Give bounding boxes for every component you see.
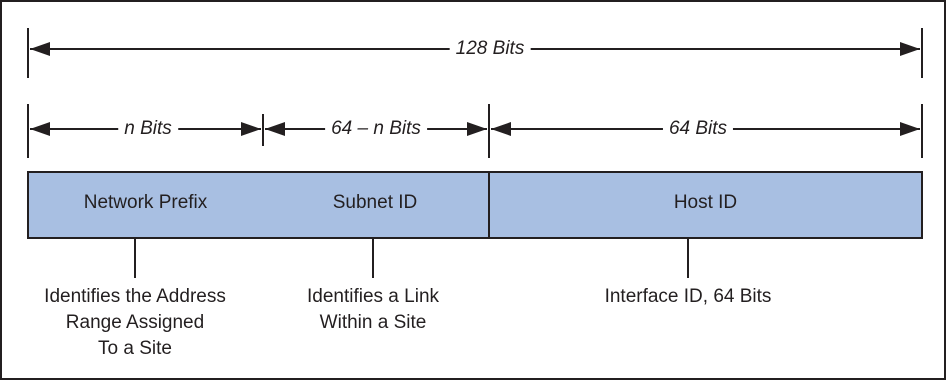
arrowhead-n-left	[30, 122, 50, 136]
description-line: Identifies a Link	[306, 286, 440, 307]
segment-network-prefix-label: Network Prefix	[83, 192, 208, 213]
segment-host-id-label: Host ID	[673, 192, 738, 213]
host-id-description	[605, 284, 772, 310]
total-bits-label: 128 Bits	[450, 38, 531, 60]
segment-network-prefix	[27, 171, 264, 239]
segment-subnet-id	[262, 171, 490, 239]
segment-subnet-id-label: Subnet ID	[332, 192, 418, 213]
arrowhead-total-right	[900, 42, 920, 56]
description-line: Interface ID, 64 Bits	[604, 286, 772, 307]
description-line: Identifies the Address	[44, 286, 226, 307]
arrowhead-64-left	[491, 122, 511, 136]
description-line: Range Assigned	[65, 312, 205, 333]
description-line: Within a Site	[319, 312, 427, 333]
description-line: To a Site	[98, 338, 172, 359]
64-minus-n-bits-label: 64 – n Bits	[325, 118, 427, 140]
segment-host-id	[488, 171, 923, 239]
subnet-id-description	[307, 284, 439, 336]
network-prefix-description	[44, 284, 226, 362]
arrowhead-64n-left	[265, 122, 285, 136]
arrowhead-64n-right	[467, 122, 487, 136]
arrowhead-total-left	[30, 42, 50, 56]
arrowhead-n-right	[241, 122, 261, 136]
64-bits-label: 64 Bits	[663, 118, 733, 140]
n-bits-label: n Bits	[118, 118, 178, 140]
arrowhead-64-right	[900, 122, 920, 136]
